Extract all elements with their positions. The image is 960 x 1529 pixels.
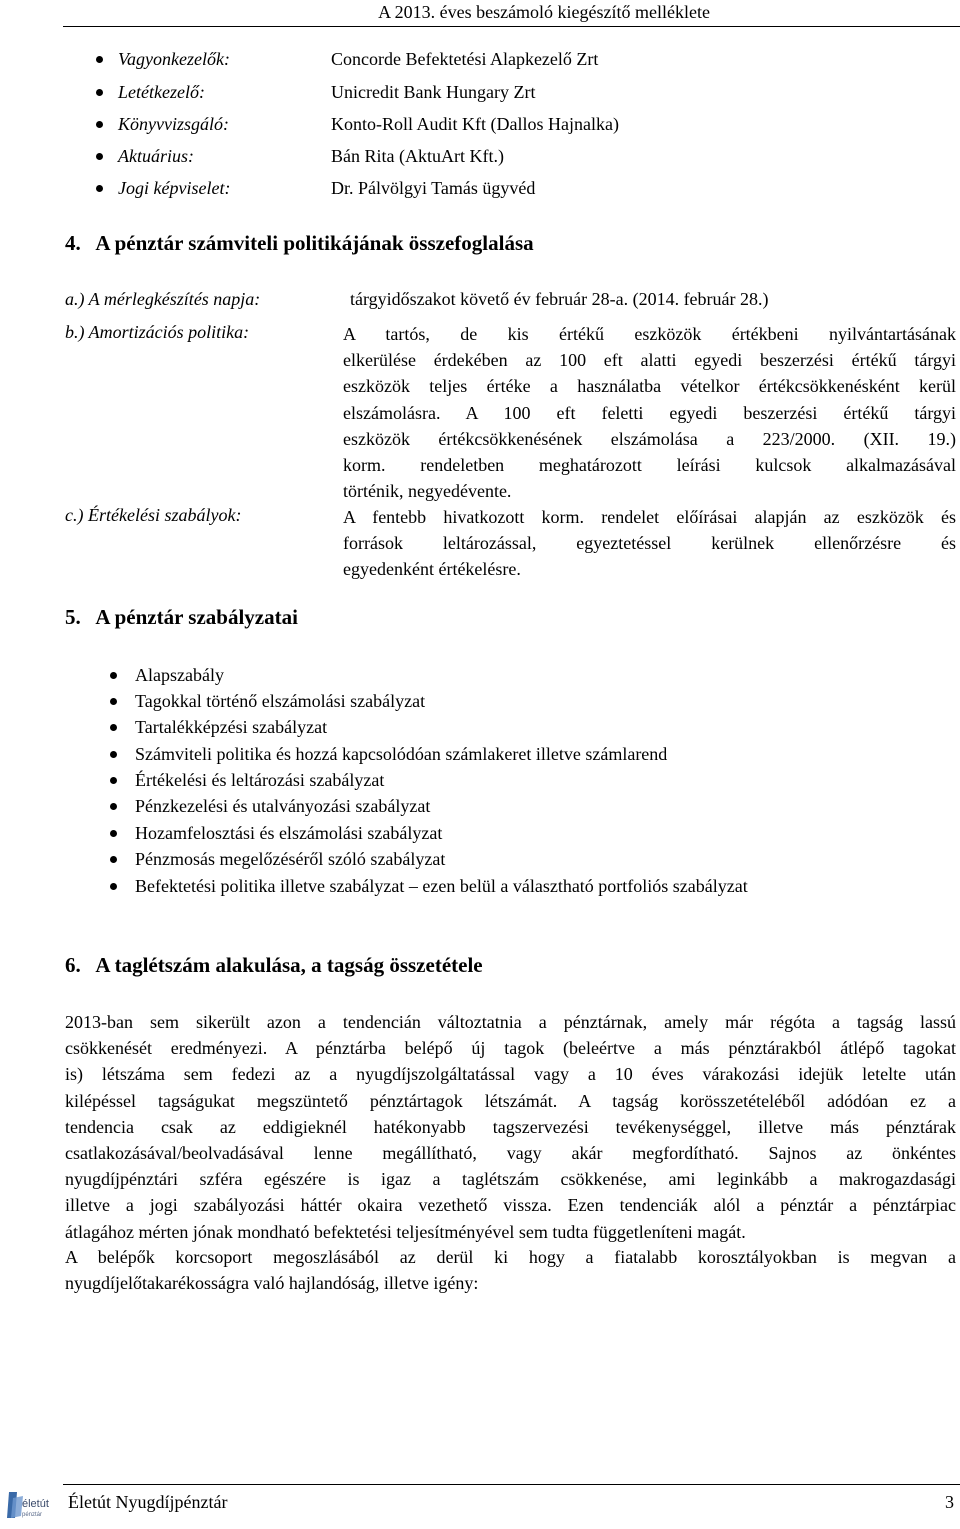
info-value: Unicredit Bank Hungary Zrt <box>331 82 536 102</box>
bullet-icon <box>96 56 103 63</box>
text-line: nyugdíjelőtakarékosságra való hajlandóság, illetve igény: <box>65 1273 479 1294</box>
bullet-icon <box>110 803 117 810</box>
text-line: illetve a jogi szabályozási háttér okaira vezethető vissza. Ezen tendenciák alól a pénztár a pénztárpiac <box>65 1195 956 1216</box>
section-4-heading: 4. A pénztár számviteli politikájának összefoglalása <box>65 231 534 255</box>
section-4a-label: a.) A mérlegkészítés napja: <box>65 289 261 309</box>
bullet-icon <box>110 698 117 705</box>
info-label: Letétkezelő: <box>118 82 205 102</box>
bullet-icon <box>110 777 117 784</box>
text-line: elkerülése érdekében az 100 eft alatti egyedi beszerzési értékű tárgyi <box>343 350 956 371</box>
bullet-icon <box>110 724 117 731</box>
info-label: Vagyonkezelők: <box>118 49 230 69</box>
info-value: Bán Rita (AktuArt Kft.) <box>331 146 504 166</box>
text-line: kilépéssel tagságukat megszüntető pénztártagok létszámát. A tagság korösszetételéből adódóan ez a <box>65 1090 956 1111</box>
section-4c-text <box>343 504 956 583</box>
list-item: Befektetési politika illetve szabályzat – ezen belül a választható portfoliós szabályzat <box>135 876 748 896</box>
list-item: Alapszabály <box>135 665 224 685</box>
info-value: Concorde Befektetési Alapkezelő Zrt <box>331 49 599 69</box>
list-item: Számviteli politika és hozzá kapcsolódóan számlakeret illetve számlarend <box>135 744 668 764</box>
bullet-icon <box>110 672 117 679</box>
text-line: történik, negyedévente. <box>343 481 512 502</box>
text-line: egyedenként értékelésre. <box>343 559 521 580</box>
bullet-icon <box>96 89 103 96</box>
footer-fund-name: Életút Nyugdíjpénztár <box>68 1492 228 1512</box>
section-6-heading: 6. A taglétszám alakulása, a tagság összetétele <box>65 953 483 977</box>
text-line: tendencia csak az eddigieknél hatékonyabb tagszervezési tevékenységgel, illetve más pénztárak <box>65 1116 956 1137</box>
bullet-icon <box>110 751 117 758</box>
eletut-logo <box>3 1488 51 1524</box>
footer-divider <box>63 1484 960 1485</box>
text-line: források leltározással, egyeztetéssel kerülnek ellenőrzésre és <box>343 533 956 554</box>
text-line: elszámolásra. A 100 eft feletti egyedi beszerzési értékű tárgyi <box>343 402 956 423</box>
header-divider <box>63 26 960 27</box>
section-6-paragraph-1 <box>65 1009 956 1245</box>
text-line: A fentebb hivatkozott korm. rendelet előírásai alapján az eszközök és <box>343 507 956 527</box>
text-line: csökkenését eredményezi. A pénztárba belépő új tagok (beleértve a más pénztárakból átlépő tagokat <box>65 1038 956 1059</box>
text-line: is) létszáma sem fedezi az a nyugdíjszolgáltatással vagy a 10 éves várakozási idejük letelte után <box>65 1064 956 1085</box>
text-line: nyugdíjpénztári szféra egészére is igaz a taglétszám csökkenése, ami leginkább a makrogazdasági <box>65 1169 956 1190</box>
section-4b-label: b.) Amortizációs politika: <box>65 322 250 342</box>
text-line: A belépők korcsoport megoszlásából az derül ki hogy a fiatalabb korosztályokban is megvan a <box>65 1247 956 1267</box>
section-4c-label: c.) Értékelési szabályok: <box>65 505 242 525</box>
bullet-icon <box>110 883 117 890</box>
bullet-icon <box>110 830 117 837</box>
info-label: Aktuárius: <box>118 146 194 166</box>
section-4a-value: tárgyidőszakot követő év február 28-a. (2014. február 28.) <box>350 289 769 309</box>
bullet-icon <box>110 856 117 863</box>
bullet-icon <box>96 121 103 128</box>
info-value: Dr. Pálvölgyi Tamás ügyvéd <box>331 178 536 198</box>
info-value: Konto-Roll Audit Kft (Dallos Hajnalka) <box>331 114 619 134</box>
page-header-title: A 2013. éves beszámoló kiegészítő melléklete <box>378 2 710 22</box>
logo-subtext: pénztár <box>22 1512 43 1518</box>
section-6-paragraph-2 <box>65 1244 956 1296</box>
section-4b-text <box>343 321 956 504</box>
info-label: Jogi képviselet: <box>118 178 231 198</box>
list-item: Tagokkal történő elszámolási szabályzat <box>135 691 426 711</box>
list-item: Pénzkezelési és utalványozási szabályzat <box>135 796 431 816</box>
list-item: Értékelési és leltározási szabályzat <box>135 770 385 790</box>
bullet-icon <box>96 153 103 160</box>
footer-page-number: 3 <box>945 1492 954 1512</box>
text-line: eszközök teljes értéke a használatba vételkor értékcsökkenésként kerül <box>343 376 956 397</box>
bullet-icon <box>96 185 103 192</box>
text-line: eszközök értékcsökkenésének elszámolása a 223/2000. (XII. 19.) <box>343 428 956 449</box>
text-line: átlagához mérten jónak mondható befektetési teljesítményével sem tudta függetleníteni magát. <box>65 1221 746 1242</box>
list-item: Hozamfelosztási és elszámolási szabályzat <box>135 823 443 843</box>
text-line: korm. rendeletben meghatározott leírási kulcsok alkalmazásával <box>343 455 956 476</box>
info-label: Könyvvizsgáló: <box>118 114 229 134</box>
text-line: 2013-ban sem sikerült azon a tendencián változtatnia a pénztárnak, amely már régóta a tagság lassú <box>65 1012 956 1032</box>
text-line: csatlakozásával/beolvadásával lenne megállítható, vagy akár megfordítható. Sajnos az önkéntes <box>65 1143 956 1164</box>
section-5-heading: 5. A pénztár szabályzatai <box>65 605 298 629</box>
list-item: Pénzmosás megelőzéséről szóló szabályzat <box>135 849 446 869</box>
text-line: A tartós, de kis értékű eszközök értékbeni nyilvántartásának <box>343 324 956 344</box>
logo-text: életút <box>22 1498 49 1510</box>
list-item: Tartalékképzési szabályzat <box>135 717 328 737</box>
